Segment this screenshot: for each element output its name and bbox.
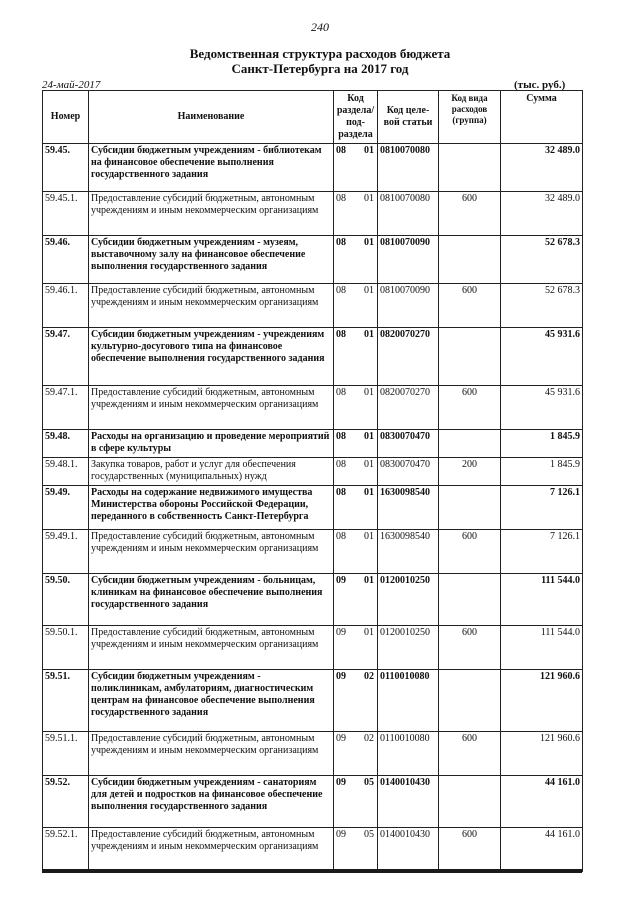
row-number: 59.48.1. — [43, 458, 89, 486]
row-name: Расходы на организацию и проведение мероприятий в сфере культуры — [89, 430, 334, 458]
table-row — [43, 828, 583, 872]
row-amount: 45 931.6 — [501, 328, 583, 386]
row-name: Предоставление субсидий бюджетным, автономным учреждениям и иным некоммерческим организациям — [89, 386, 334, 430]
row-section: 09 — [334, 828, 357, 872]
row-number: 59.47.1. — [43, 386, 89, 430]
row-expense-type — [439, 486, 501, 530]
row-name: Предоставление субсидий бюджетным, автономным учреждениям и иным некоммерческим организациям — [89, 192, 334, 236]
row-number: 59.48. — [43, 430, 89, 458]
row-expense-type — [439, 328, 501, 386]
table-row — [43, 732, 583, 776]
row-amount: 1 845.9 — [501, 430, 583, 458]
row-amount: 121 960.6 — [501, 732, 583, 776]
header-expense-type: Код вида расходов (группа) — [439, 91, 501, 144]
row-target-code: 0810070090 — [378, 284, 439, 328]
row-target-code: 1630098540 — [378, 530, 439, 574]
header-amount: Сумма — [501, 91, 583, 144]
table-row — [43, 574, 583, 626]
row-subsection: 01 — [357, 328, 378, 386]
table-row — [43, 776, 583, 828]
row-name: Субсидии бюджетным учреждениям - поликлиникам, амбулаториям, диагностическим центрам на финансовое обеспечение выполнения государственного задания — [89, 670, 334, 732]
row-expense-type: 600 — [439, 732, 501, 776]
row-amount: 44 161.0 — [501, 776, 583, 828]
row-target-code: 0830070470 — [378, 430, 439, 458]
row-expense-type: 600 — [439, 284, 501, 328]
row-subsection: 01 — [357, 144, 378, 192]
row-section: 08 — [334, 236, 357, 284]
row-target-code: 0820070270 — [378, 386, 439, 430]
row-subsection: 01 — [357, 458, 378, 486]
row-target-code: 0810070080 — [378, 192, 439, 236]
row-target-code: 0140010430 — [378, 776, 439, 828]
row-number: 59.46. — [43, 236, 89, 284]
row-expense-type — [439, 574, 501, 626]
row-section: 08 — [334, 386, 357, 430]
row-number: 59.45.1. — [43, 192, 89, 236]
row-subsection: 01 — [357, 486, 378, 530]
row-amount: 121 960.6 — [501, 670, 583, 732]
header-name: Наименование — [89, 91, 334, 144]
row-amount: 52 678.3 — [501, 236, 583, 284]
row-expense-type — [439, 144, 501, 192]
row-amount: 7 126.1 — [501, 530, 583, 574]
row-target-code: 0830070470 — [378, 458, 439, 486]
row-name: Предоставление субсидий бюджетным, автономным учреждениям и иным некоммерческим организациям — [89, 530, 334, 574]
row-section: 08 — [334, 284, 357, 328]
title-line-1: Ведомственная структура расходов бюджета — [189, 46, 451, 61]
page-title — [0, 46, 640, 76]
row-subsection: 01 — [357, 284, 378, 328]
table-row — [43, 486, 583, 530]
row-expense-type — [439, 236, 501, 284]
row-section: 09 — [334, 776, 357, 828]
row-section: 08 — [334, 192, 357, 236]
row-amount: 32 489.0 — [501, 144, 583, 192]
row-expense-type — [439, 430, 501, 458]
row-number: 59.45. — [43, 144, 89, 192]
row-subsection: 01 — [357, 430, 378, 458]
row-number: 59.52. — [43, 776, 89, 828]
header-target: Код целе- вой статьи — [378, 91, 439, 144]
row-name: Закупка товаров, работ и услуг для обеспечения государственных (муниципальных) нужд — [89, 458, 334, 486]
row-expense-type: 600 — [439, 386, 501, 430]
row-name: Субсидии бюджетным учреждениям - санаториям для детей и подростков на финансовое обеспечение выполнения государственного задания — [89, 776, 334, 828]
row-amount: 111 544.0 — [501, 626, 583, 670]
row-section: 08 — [334, 486, 357, 530]
row-number: 59.46.1. — [43, 284, 89, 328]
row-subsection: 01 — [357, 192, 378, 236]
row-target-code: 0810070090 — [378, 236, 439, 284]
row-expense-type: 600 — [439, 192, 501, 236]
table-row — [43, 386, 583, 430]
row-amount: 44 161.0 — [501, 828, 583, 872]
table-row — [43, 144, 583, 192]
row-subsection: 02 — [357, 670, 378, 732]
row-number: 59.50. — [43, 574, 89, 626]
row-subsection: 01 — [357, 626, 378, 670]
table-header-row — [43, 91, 583, 144]
bottom-rule — [42, 869, 582, 873]
row-number: 59.47. — [43, 328, 89, 386]
row-expense-type: 600 — [439, 626, 501, 670]
table-row — [43, 530, 583, 574]
row-expense-type: 200 — [439, 458, 501, 486]
row-section: 08 — [334, 430, 357, 458]
row-name: Предоставление субсидий бюджетным, автономным учреждениям и иным некоммерческим организациям — [89, 732, 334, 776]
document-date: 24-май-2017 — [42, 79, 101, 91]
row-section: 09 — [334, 732, 357, 776]
row-target-code: 0110010080 — [378, 732, 439, 776]
row-number: 59.51.1. — [43, 732, 89, 776]
row-name: Субсидии бюджетным учреждениям - учреждениям культурно-досугового типа на финансовое обеспечение выполнения государственного задания — [89, 328, 334, 386]
row-amount: 52 678.3 — [501, 284, 583, 328]
row-expense-type: 600 — [439, 828, 501, 872]
row-subsection: 01 — [357, 574, 378, 626]
table-row — [43, 430, 583, 458]
row-target-code: 0110010080 — [378, 670, 439, 732]
row-number: 59.51. — [43, 670, 89, 732]
row-number: 59.50.1. — [43, 626, 89, 670]
table-row — [43, 626, 583, 670]
row-amount: 32 489.0 — [501, 192, 583, 236]
row-expense-type: 600 — [439, 530, 501, 574]
unit-label: (тыс. руб.) — [514, 79, 566, 91]
row-subsection: 01 — [357, 386, 378, 430]
header-section: Код раздела/ под- раздела — [334, 91, 378, 144]
row-name: Предоставление субсидий бюджетным, автономным учреждениям и иным некоммерческим организациям — [89, 828, 334, 872]
row-section: 09 — [334, 670, 357, 732]
row-section: 08 — [334, 530, 357, 574]
row-number: 59.52.1. — [43, 828, 89, 872]
row-name: Предоставление субсидий бюджетным, автономным учреждениям и иным некоммерческим организациям — [89, 284, 334, 328]
row-target-code: 0820070270 — [378, 328, 439, 386]
row-expense-type — [439, 776, 501, 828]
row-amount: 7 126.1 — [501, 486, 583, 530]
row-subsection: 05 — [357, 828, 378, 872]
table-row — [43, 458, 583, 486]
table-row — [43, 192, 583, 236]
row-target-code: 0140010430 — [378, 828, 439, 872]
row-name: Предоставление субсидий бюджетным, автономным учреждениям и иным некоммерческим организациям — [89, 626, 334, 670]
row-name: Расходы на содержание недвижимого имущества Министерства обороны Российской Федерации, переданного в собственность Санкт-Петербурга — [89, 486, 334, 530]
page-number: 240 — [311, 20, 329, 34]
row-target-code: 0120010250 — [378, 626, 439, 670]
header-number: Номер — [43, 91, 89, 144]
row-section: 08 — [334, 328, 357, 386]
title-line-2: Санкт-Петербурга на 2017 год — [231, 61, 409, 76]
row-number: 59.49.1. — [43, 530, 89, 574]
row-target-code: 1630098540 — [378, 486, 439, 530]
row-subsection: 01 — [357, 530, 378, 574]
row-section: 08 — [334, 144, 357, 192]
row-subsection: 05 — [357, 776, 378, 828]
row-amount: 111 544.0 — [501, 574, 583, 626]
table-row — [43, 236, 583, 284]
row-section: 08 — [334, 458, 357, 486]
row-section: 09 — [334, 574, 357, 626]
row-amount: 1 845.9 — [501, 458, 583, 486]
row-name: Субсидии бюджетным учреждениям - музеям, выставочному залу на финансовое обеспечение выполнения государственного задания — [89, 236, 334, 284]
table-row — [43, 328, 583, 386]
row-amount: 45 931.6 — [501, 386, 583, 430]
budget-table — [42, 90, 583, 872]
row-subsection: 02 — [357, 732, 378, 776]
row-expense-type — [439, 670, 501, 732]
row-subsection: 01 — [357, 236, 378, 284]
row-target-code: 0810070080 — [378, 144, 439, 192]
row-number: 59.49. — [43, 486, 89, 530]
table-row — [43, 284, 583, 328]
row-name: Субсидии бюджетным учреждениям - библиотекам на финансовое обеспечение выполнения государственного задания — [89, 144, 334, 192]
row-section: 09 — [334, 626, 357, 670]
row-name: Субсидии бюджетным учреждениям - больницам, клиникам на финансовое обеспечение выполнения государственного задания — [89, 574, 334, 626]
table-row — [43, 670, 583, 732]
row-target-code: 0120010250 — [378, 574, 439, 626]
